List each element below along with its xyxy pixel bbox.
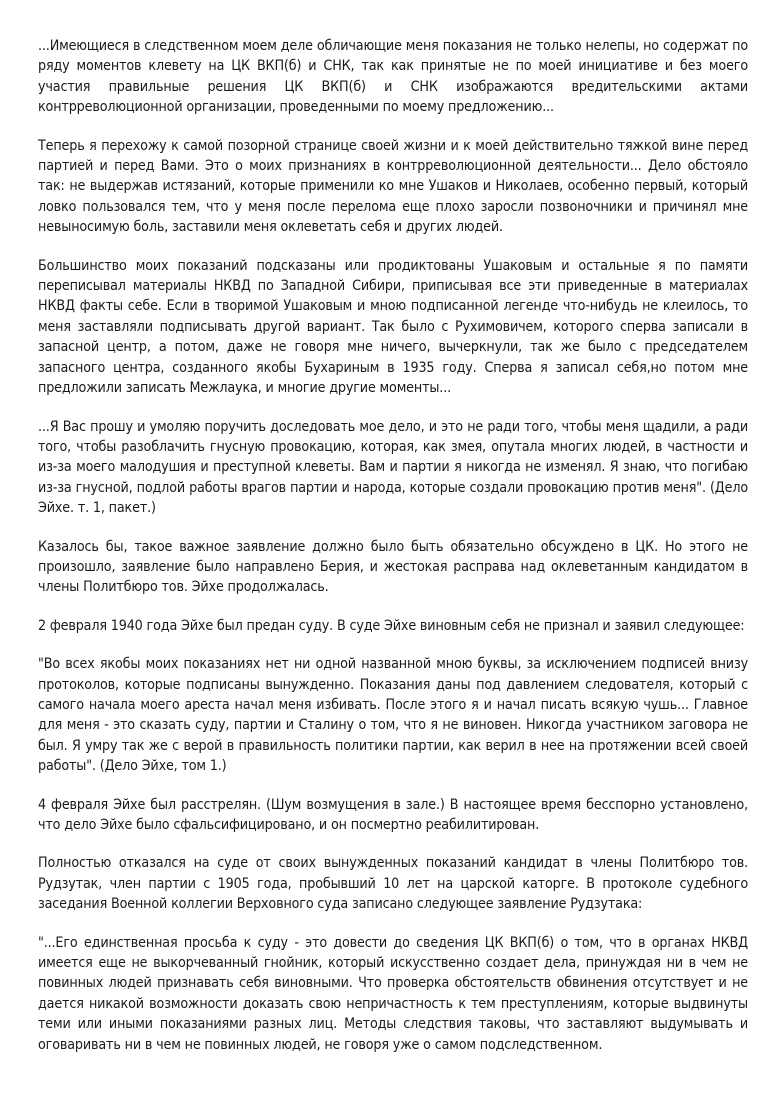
paragraph-10: "...Его единственная просьба к суду - это довести до сведения ЦК ВКП(б) о том, что в органах НКВД имеется еще не выкорчеванный гнойник, который искусственно создает дела, принуждая ни в чем не повинных людей признавать себя виновными. Что проверка обстоятельств обвинения отсутствует и не дается никакой возможности доказать свою непричастность к тем преступлениям, которые выдвинуты теми или иными показаниями разных лиц. Методы следствия таковы, что заставляют выдумывать и оговаривать ни в чем не повинных людей, не говоря уже о самом подследственном. — [38, 934, 748, 1053]
paragraph-9: Полностью отказался на суде от своих вынужденных показаний кандидат в члены Политбюро тов. Рудзутак, член партии с 1905 года, пробывший 10 лет на царской каторге. В протоколе судебного заседания Военной коллегии Верховного суда записано следующее заявление Рудзутака: — [38, 855, 748, 913]
paragraph-7: "Во всех якобы моих показаниях нет ни одной названной мною буквы, за исключением подписей внизу протоколов, которые подписаны вынужденно. Показания даны под давлением следователя, который с самого начала моего ареста начал меня избивать. После этого я и начал писать всякую чушь... Главное для меня - это сказать суду, партии и Сталину о том, что я не виновен. Никогда участником заговора не был. Я умру так же с верой в правильность политики партии, как верил в нее на протяжении всей своей работы". (Дело Эйхе, том 1.) — [38, 656, 748, 775]
paragraph-5: Казалось бы, такое важное заявление должно было быть обязательно обсуждено в ЦК. Но этого не произошло, заявление было направлено Берия, и жестокая расправа над оклеветанным кандидатом в члены Политбюро тов. Эйхе продолжалась. — [38, 538, 748, 596]
paragraph-1: ...Имеющиеся в следственном моем деле обличающие меня показания не только нелепы, но содержат по ряду моментов клевету на ЦК ВКП(б) и СНК, так как принятые не по моей инициативе и без моего участия правильные решения ЦК ВКП(б) и СНК изображаются вредительскими актами контрреволюционной организации, проведенными по моему предложению... — [38, 38, 748, 116]
paragraph-2: Теперь я перехожу к самой позорной странице своей жизни и к моей действительно тяжкой вине перед партией и перед Вами. Это о моих признаниях в контрреволюционной деятельности... Дело обстояло так: не выдержав истязаний, которые применили ко мне Ушаков и Николаев, особенно первый, который ловко пользовался тем, что у меня после перелома еще плохо заросли позвоночники и причинял мне невыносимую боль, заставили меня оклеветать себя и других людей. — [38, 137, 748, 236]
paragraph-4: ...Я Вас прошу и умоляю поручить доследовать мое дело, и это не ради того, чтобы меня щадили, а ради того, чтобы разоблачить гнусную провокацию, которая, как змея, опутала многих людей, в частности и из-за моего малодушия и преступной клеветы. Вам и партии я никогда не изменял. Я знаю, что погибаю из-за гнусной, подлой работы врагов партии и народа, которые создали провокацию против меня". (Дело Эйхе. т. 1, пакет.) — [38, 418, 748, 517]
paragraph-8: 4 февраля Эйхе был расстрелян. (Шум возмущения в зале.) В настоящее время бесспорно установлено, что дело Эйхе было сфальсифицировано, и он посмертно реабилитирован. — [38, 796, 748, 833]
paragraph-3: Большинство моих показаний подсказаны или продиктованы Ушаковым и остальные я по памяти переписывал материалы НКВД по Западной Сибири, приписывая все эти приведенные в материалах НКВД факты себе. Если в творимой Ушаковым и мною подписанной легенде что-нибудь не клеилось, то меня заставляли подписывать другой вариант. Так было с Рухимовичем, которого сперва записали в запасной центр, а потом, даже не говоря мне ничего, вычеркнули, так же было с председателем запасного центра, созданного якобы Бухариным в 1935 году. Сперва я записал себя,но потом мне предложили записать Межлаука, и многие другие моменты... — [38, 257, 748, 397]
paragraph-6: 2 февраля 1940 года Эйхе был предан суду. В суде Эйхе виновным себя не признал и заявил следующее: — [38, 617, 745, 634]
document-page — [38, 36, 748, 1073]
